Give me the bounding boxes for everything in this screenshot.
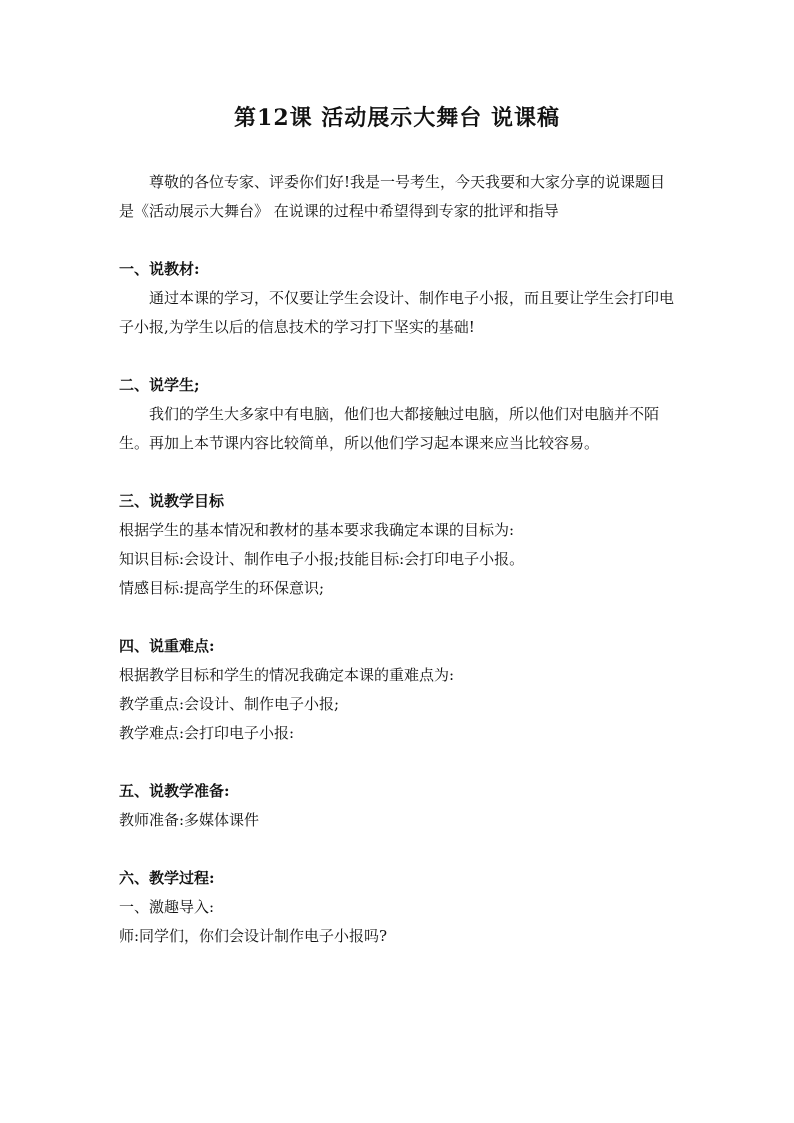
section-line: 一、激趣导入:: [119, 898, 215, 916]
section-heading-students: 二、说学生;: [119, 376, 200, 394]
document-body: [119, 168, 675, 951]
section-heading-objectives: 三、说教学目标: [119, 492, 225, 510]
spacer: [119, 342, 675, 371]
section-paragraph-students: 我们的学生大多家中有电脑，他们也大都接触过电脑，所以他们对电脑并不陌生。再加上本节课内容比较简单，所以他们学习起本课来应当比较容易。: [119, 405, 660, 452]
section-line: 教师准备:多媒体课件: [119, 811, 260, 829]
section-heading-process: 六、教学过程:: [119, 869, 215, 887]
intro-paragraph: 尊敬的各位专家、评委你们好!我是一号考生，今天我要和大家分享的说课题目 是《活动展示大舞台》 在说课的过程中希望得到专家的批评和指导: [119, 173, 666, 220]
spacer: [119, 226, 675, 255]
spacer: [119, 835, 675, 864]
section-line: 知识目标:会设计、制作电子小报;技能目标:会打印电子小报。: [119, 550, 525, 568]
document-title: 第12课 活动展示大舞台 说课稿: [234, 105, 560, 131]
section-line: 师:同学们，你们会设计制作电子小报吗?: [119, 927, 388, 945]
section-heading-preparation: 五、说教学准备:: [119, 782, 230, 800]
section-paragraph-textbook: 通过本课的学习，不仅要让学生会设计、制作电子小报，而且要让学生会打印电子小报,为学生以后的信息技术的学习打下坚实的基础!: [119, 289, 675, 336]
section-heading-key-points: 四、说重难点:: [119, 637, 215, 655]
section-line: 教学难点:会打印电子小报:: [119, 724, 295, 742]
section-heading-textbook: 一、说教材:: [119, 260, 200, 278]
spacer: [119, 603, 675, 632]
section-line: 教学重点:会设计、制作电子小报;: [119, 695, 340, 713]
spacer: [119, 748, 675, 777]
section-line: 情感目标:提高学生的环保意识;: [119, 579, 325, 597]
section-line: 根据学生的基本情况和教材的基本要求我确定本课的目标为:: [119, 521, 515, 539]
spacer: [119, 458, 675, 487]
section-line: 根据教学目标和学生的情况我确定本课的重难点为:: [119, 666, 455, 684]
